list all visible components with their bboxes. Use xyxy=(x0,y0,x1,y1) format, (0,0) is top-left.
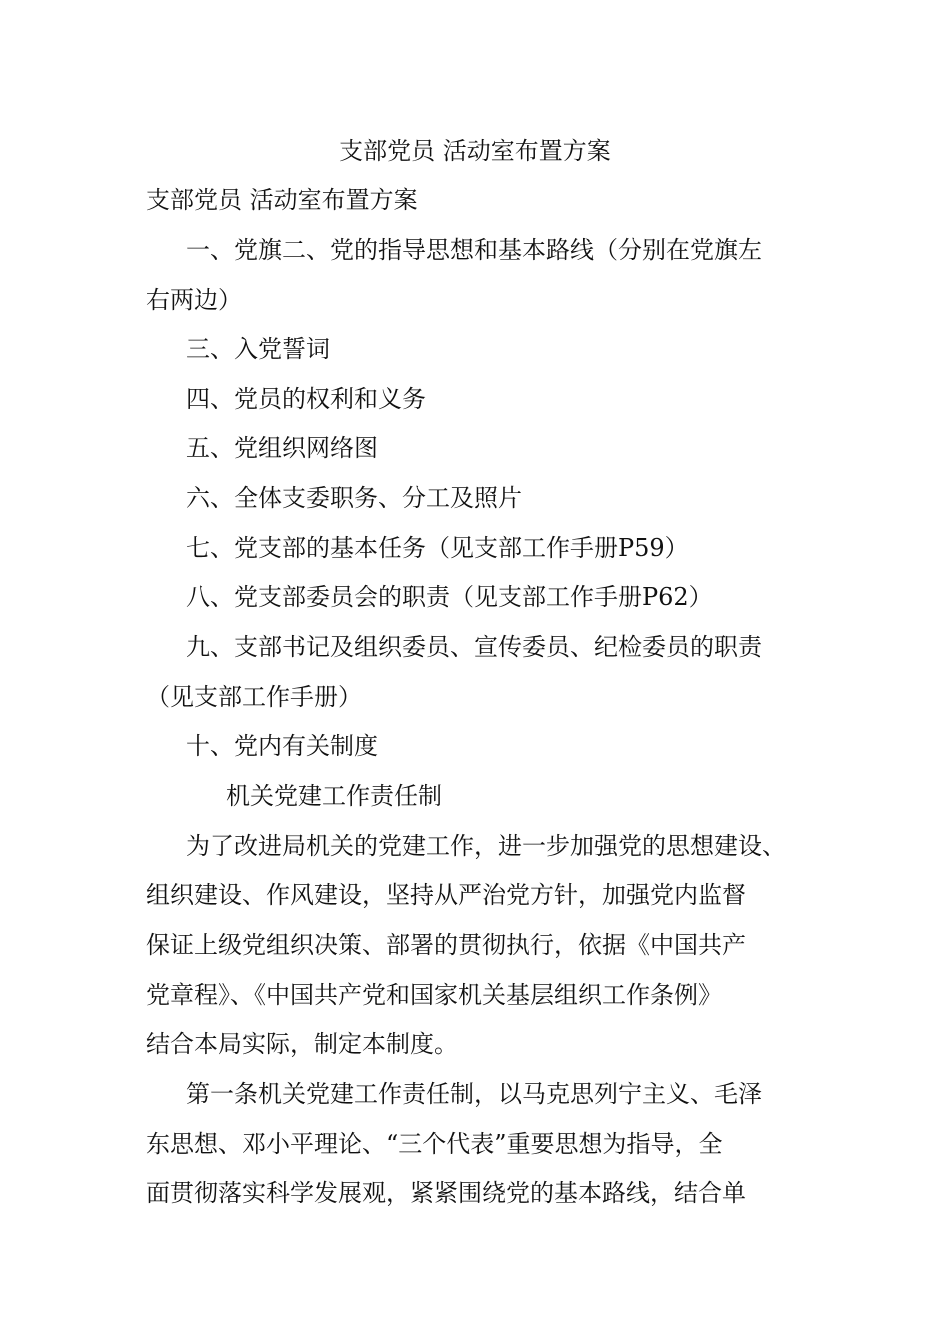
document-subtitle: 支部党员 活动室布置方案 xyxy=(146,186,418,214)
paragraph-line: 保证上级党组织决策、部署的贯彻执行，依据《中国共产 xyxy=(146,931,746,959)
list-item: 三、入党誓词 xyxy=(186,335,330,363)
paragraph-line: 东思想、邓小平理论、“三个代表”重要思想为指导，全 xyxy=(146,1130,723,1158)
list-item: （见支部工作手册） xyxy=(146,683,362,711)
list-item: 六、全体支委职务、分工及照片 xyxy=(186,484,522,512)
paragraph-line: 组织建设、作风建设，坚持从严治党方针，加强党内监督 xyxy=(146,881,746,909)
paragraph-line: 结合本局实际，制定本制度。 xyxy=(146,1030,458,1058)
list-item: 九、支部书记及组织委员、宣传委员、纪检委员的职责 xyxy=(186,633,762,661)
paragraph-line: 为了改进局机关的党建工作，进一步加强党的思想建设、 xyxy=(186,832,786,860)
paragraph-line: 面贯彻落实科学发展观，紧紧围绕党的基本路线，结合单 xyxy=(146,1179,746,1207)
list-item: 五、党组织网络图 xyxy=(186,434,378,462)
paragraph-line: 党章程》、《中国共产党和国家机关基层组织工作条例》 xyxy=(146,981,722,1009)
list-item: 右两边） xyxy=(146,286,242,314)
section-heading: 机关党建工作责任制 xyxy=(226,782,442,810)
list-item: 四、党员的权利和义务 xyxy=(186,385,426,413)
list-item: 一、党旗二、党的指导思想和基本路线（分别在党旗左 xyxy=(186,236,762,264)
list-item: 八、党支部委员会的职责（见支部工作手册P62） xyxy=(186,583,713,611)
document-title: 支部党员 活动室布置方案 xyxy=(339,137,611,165)
paragraph-line: 第一条机关党建工作责任制，以马克思列宁主义、毛泽 xyxy=(186,1080,762,1108)
list-item: 七、党支部的基本任务（见支部工作手册P59） xyxy=(186,534,689,562)
list-item: 十、党内有关制度 xyxy=(186,732,378,760)
